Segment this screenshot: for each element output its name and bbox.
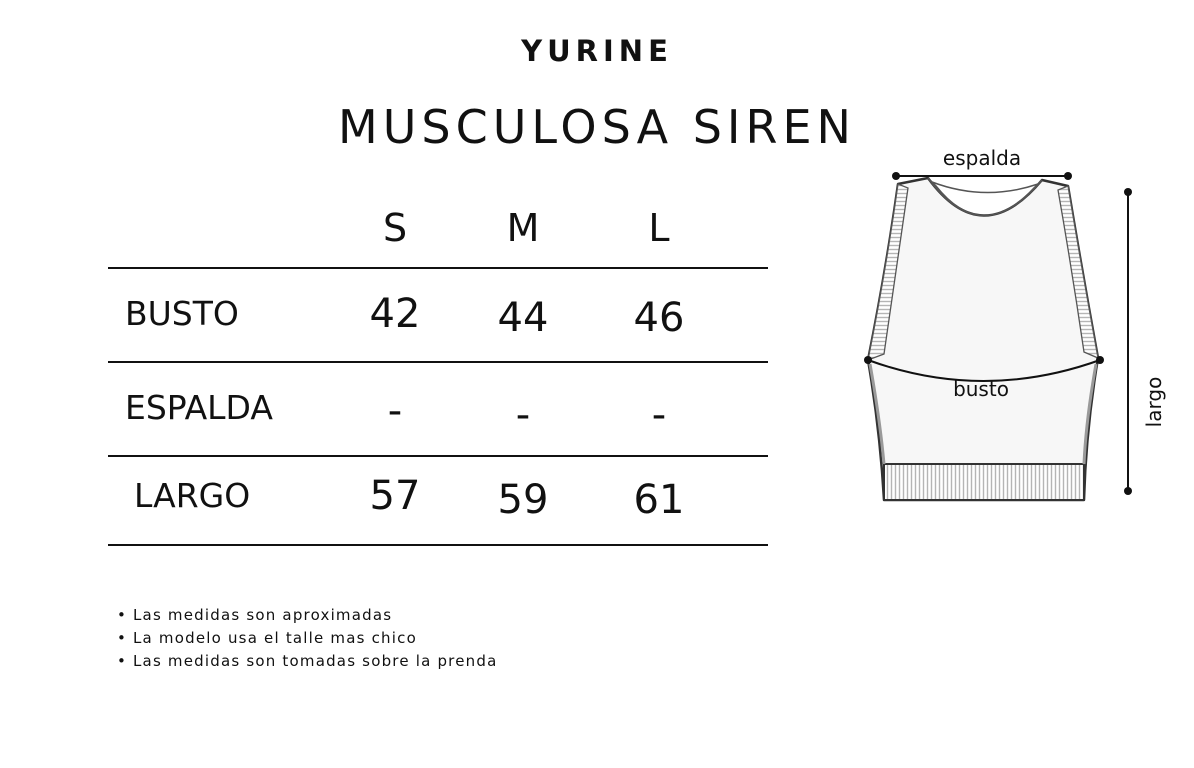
busto-label: busto <box>953 377 1009 401</box>
table-rule <box>108 267 768 269</box>
bullet-icon: • <box>117 629 128 647</box>
list-item: • Las medidas son tomadas sobre la prenda <box>117 650 497 673</box>
measure-dot <box>864 356 872 364</box>
list-item: • Las medidas son aproximadas <box>117 604 497 627</box>
row-label-largo: LARGO <box>134 476 251 515</box>
measure-dot <box>1124 188 1132 196</box>
table-cell: 59 <box>497 477 549 523</box>
size-header-m: M <box>506 206 540 250</box>
measure-dot <box>1096 356 1104 364</box>
table-cell: 57 <box>369 473 421 519</box>
table-rule <box>108 455 768 457</box>
size-header-l: L <box>648 206 670 250</box>
measure-dot <box>892 172 900 180</box>
table-cell: 46 <box>633 295 685 341</box>
row-label-espalda: ESPALDA <box>125 388 273 427</box>
table-cell: 44 <box>497 295 549 341</box>
table-cell: - <box>651 392 667 438</box>
list-item: • La modelo usa el talle mas chico <box>117 627 497 650</box>
measure-dot <box>1064 172 1072 180</box>
brand-name: YURINE <box>521 34 673 68</box>
neck-inner <box>932 182 1038 193</box>
bullet-icon: • <box>117 606 128 624</box>
table-cell: - <box>387 388 403 434</box>
espalda-label: espalda <box>942 146 1022 170</box>
row-label-busto: BUSTO <box>125 294 239 333</box>
table-cell: 61 <box>633 477 685 523</box>
measure-dot <box>1124 487 1132 495</box>
table-rule <box>108 361 768 363</box>
table-cell: 42 <box>369 291 421 337</box>
table-cell: - <box>515 392 531 438</box>
largo-label: largo <box>1142 376 1166 428</box>
bullet-icon: • <box>117 652 128 670</box>
hem-rib <box>884 464 1084 500</box>
product-title: MUSCULOSA SIREN <box>338 100 856 154</box>
garment-diagram <box>850 140 1180 520</box>
table-rule <box>108 544 768 546</box>
size-header-s: S <box>382 206 408 250</box>
notes-list <box>117 604 497 673</box>
